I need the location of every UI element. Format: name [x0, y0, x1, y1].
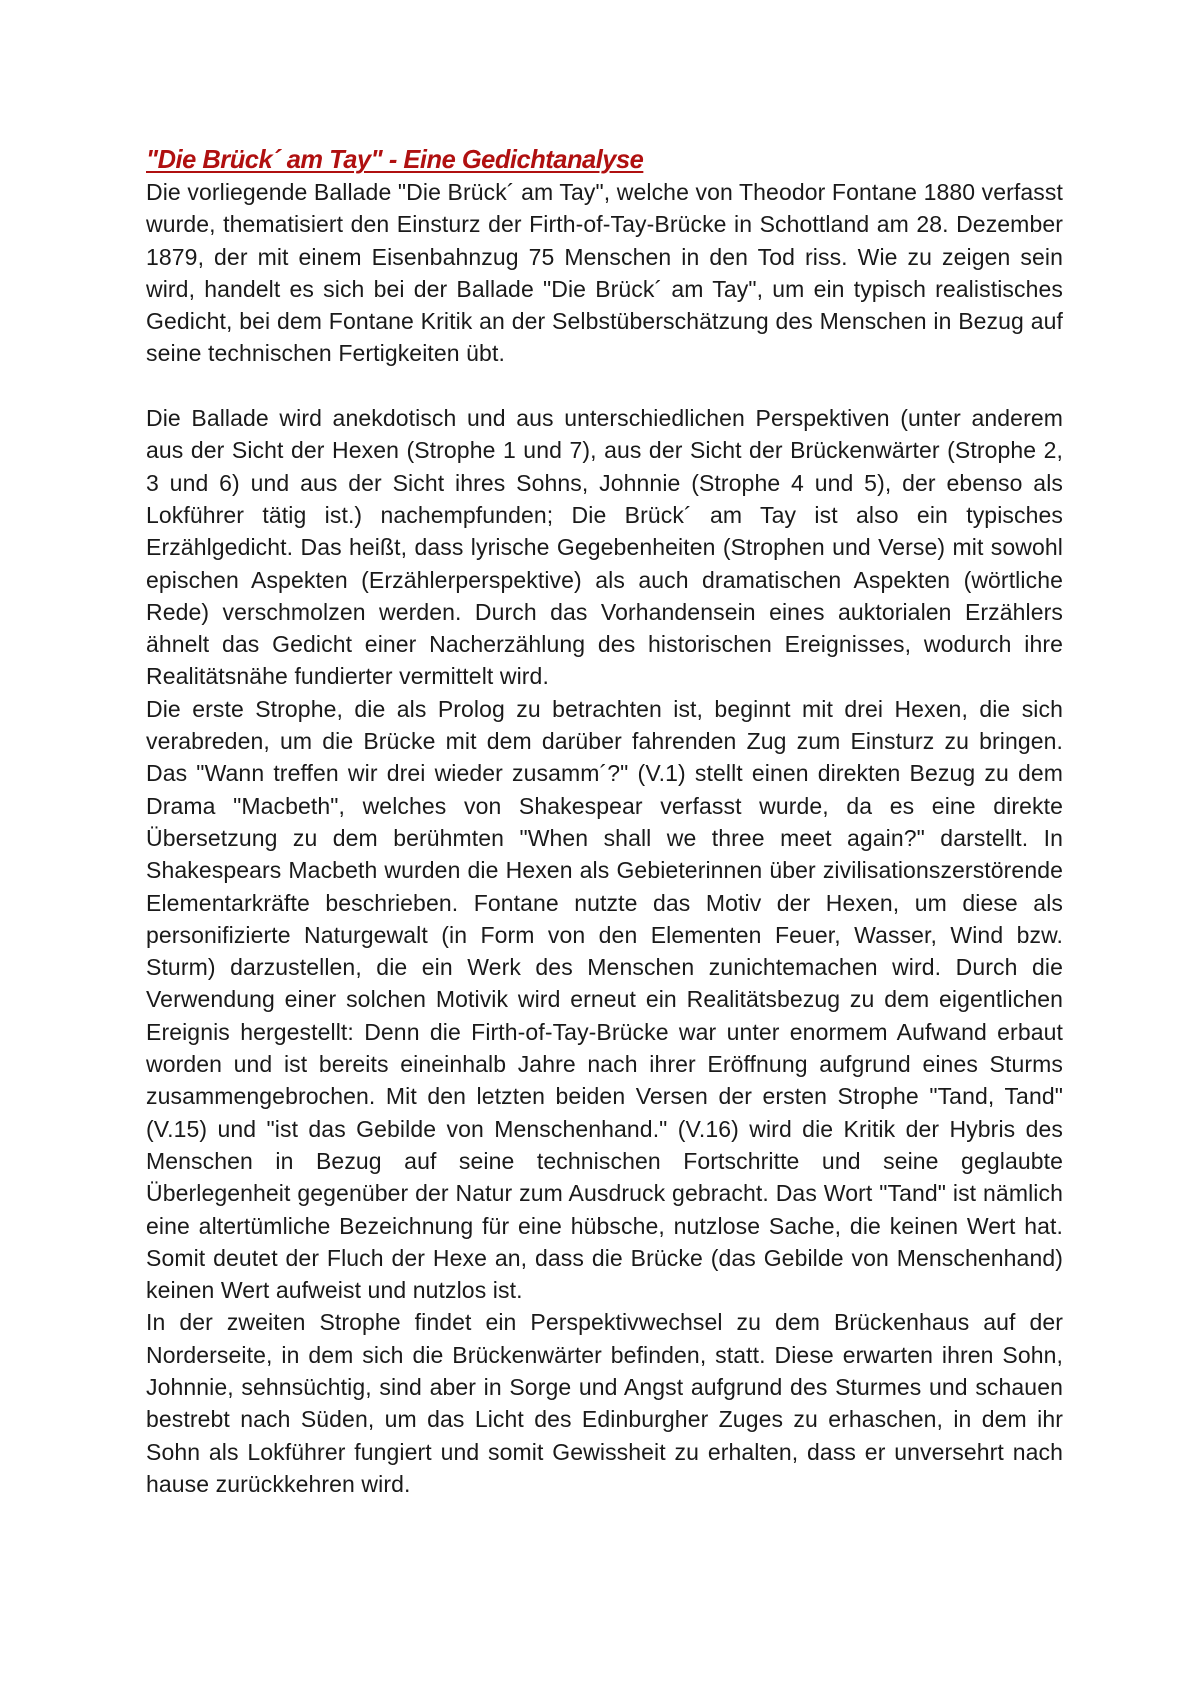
paragraph-perspectives: Die Ballade wird anekdotisch und aus unterschiedlichen Perspektiven (unter anderem aus der Sicht der Hexen (Strophe 1 und 7), aus der Sicht der Brückenwärter (Strophe 2, 3 und 6) und aus der Sicht ihres Sohns, Johnnie (Strophe 4 und 5), der ebenso als Lokführer tätig ist.) nachempfunden; Die Brück´ am Tay ist also ein typisches Erzählgedicht. Das heißt, dass lyrische Gegebenheiten (Strophen und Verse) mit sowohl epischen Aspekten (Erzählerperspektive) als auch dramatischen Aspekten (wörtliche Rede) verschmolzen werden. Durch das Vorhandensein eines auktorialen Erzählers ähnelt das Gedicht einer Nacherzählung des historischen Ereignisses, wodurch ihre Realitätsnähe fundierter vermittelt wird.	[146, 405, 1063, 690]
document-title: "Die Brück´ am Tay" - Eine Gedichtanalyse	[146, 144, 644, 174]
paragraph-introduction: Die vorliegende Ballade "Die Brück´ am Tay", welche von Theodor Fontane 1880 verfasst wurde, thematisiert den Einsturz der Firth-of-Tay-Brücke in Schottland am 28. Dezember 1879, der mit einem Eisenbahnzug 75 Menschen in den Tod riss. Wie zu zeigen sein wird, handelt es sich bei der Ballade "Die Brück´ am Tay", um ein typisch realistisches Gedicht, bei dem Fontane Kritik an der Selbstüberschätzung des Menschen in Bezug auf seine technischen Fertigkeiten übt.	[146, 179, 1063, 367]
paragraph-second-stanza: In der zweiten Strophe findet ein Perspektivwechsel zu dem Brückenhaus auf der Norderseite, in dem sich die Brückenwärter befinden, statt. Diese erwarten ihren Sohn, Johnnie, sehnsüchtig, sind aber in Sorge und Angst aufgrund des Sturmes und schauen bestrebt nach Süden, um das Licht des Edinburgher Zuges zu erhaschen, in dem ihr Sohn als Lokführer fungiert und somit Gewissheit zu erhalten, dass er unversehrt nach hause zurückkehren wird.	[146, 1309, 1063, 1497]
paragraph-gap	[146, 370, 1063, 402]
document-body	[146, 142, 1063, 1500]
paragraph-first-stanza: Die erste Strophe, die als Prolog zu betrachten ist, beginnt mit drei Hexen, die sich verabreden, um die Brücke mit dem darüber fahrenden Zug zum Einsturz zu bringen. Das "Wann treffen wir drei wieder zusamm´?" (V.1) stellt einen direkten Bezug zu dem Drama "Macbeth", welches von Shakespear verfasst wurde, da es eine direkte Übersetzung zu dem berühmten "When shall we three meet again?" darstellt. In Shakespears Macbeth wurden die Hexen als Gebieterinnen über zivilisationszerstörende Elementarkräfte beschrieben. Fontane nutzte das Motiv der Hexen, um diese als personifizierte Naturgewalt (in Form von den Elementen Feuer, Wasser, Wind bzw. Sturm) darzustellen, die ein Werk des Menschen zunichtemachen wird. Durch die Verwendung einer solchen Motivik wird erneut ein Realitätsbezug zu dem eigentlichen Ereignis hergestellt: Denn die Firth-of-Tay-Brücke war unter enormem Aufwand erbaut worden und ist bereits eineinhalb Jahre nach ihrer Eröffnung aufgrund eines Sturms zusammengebrochen. Mit den letzten beiden Versen der ersten Strophe "Tand, Tand" (V.15) und "ist das Gebilde von Menschenhand." (V.16) wird die Kritik der Hybris des Menschen in Bezug auf seine technischen Fortschritte und seine geglaubte Überlegenheit gegenüber der Natur zum Ausdruck gebracht. Das Wort "Tand" ist nämlich eine altertümliche Bezeichnung für eine hübsche, nutzlose Sache, die keinen Wert hat. Somit deutet der Fluch der Hexe an, dass die Brücke (das Gebilde von Menschenhand) keinen Wert aufweist und nutzlos ist.	[146, 695, 1063, 1304]
